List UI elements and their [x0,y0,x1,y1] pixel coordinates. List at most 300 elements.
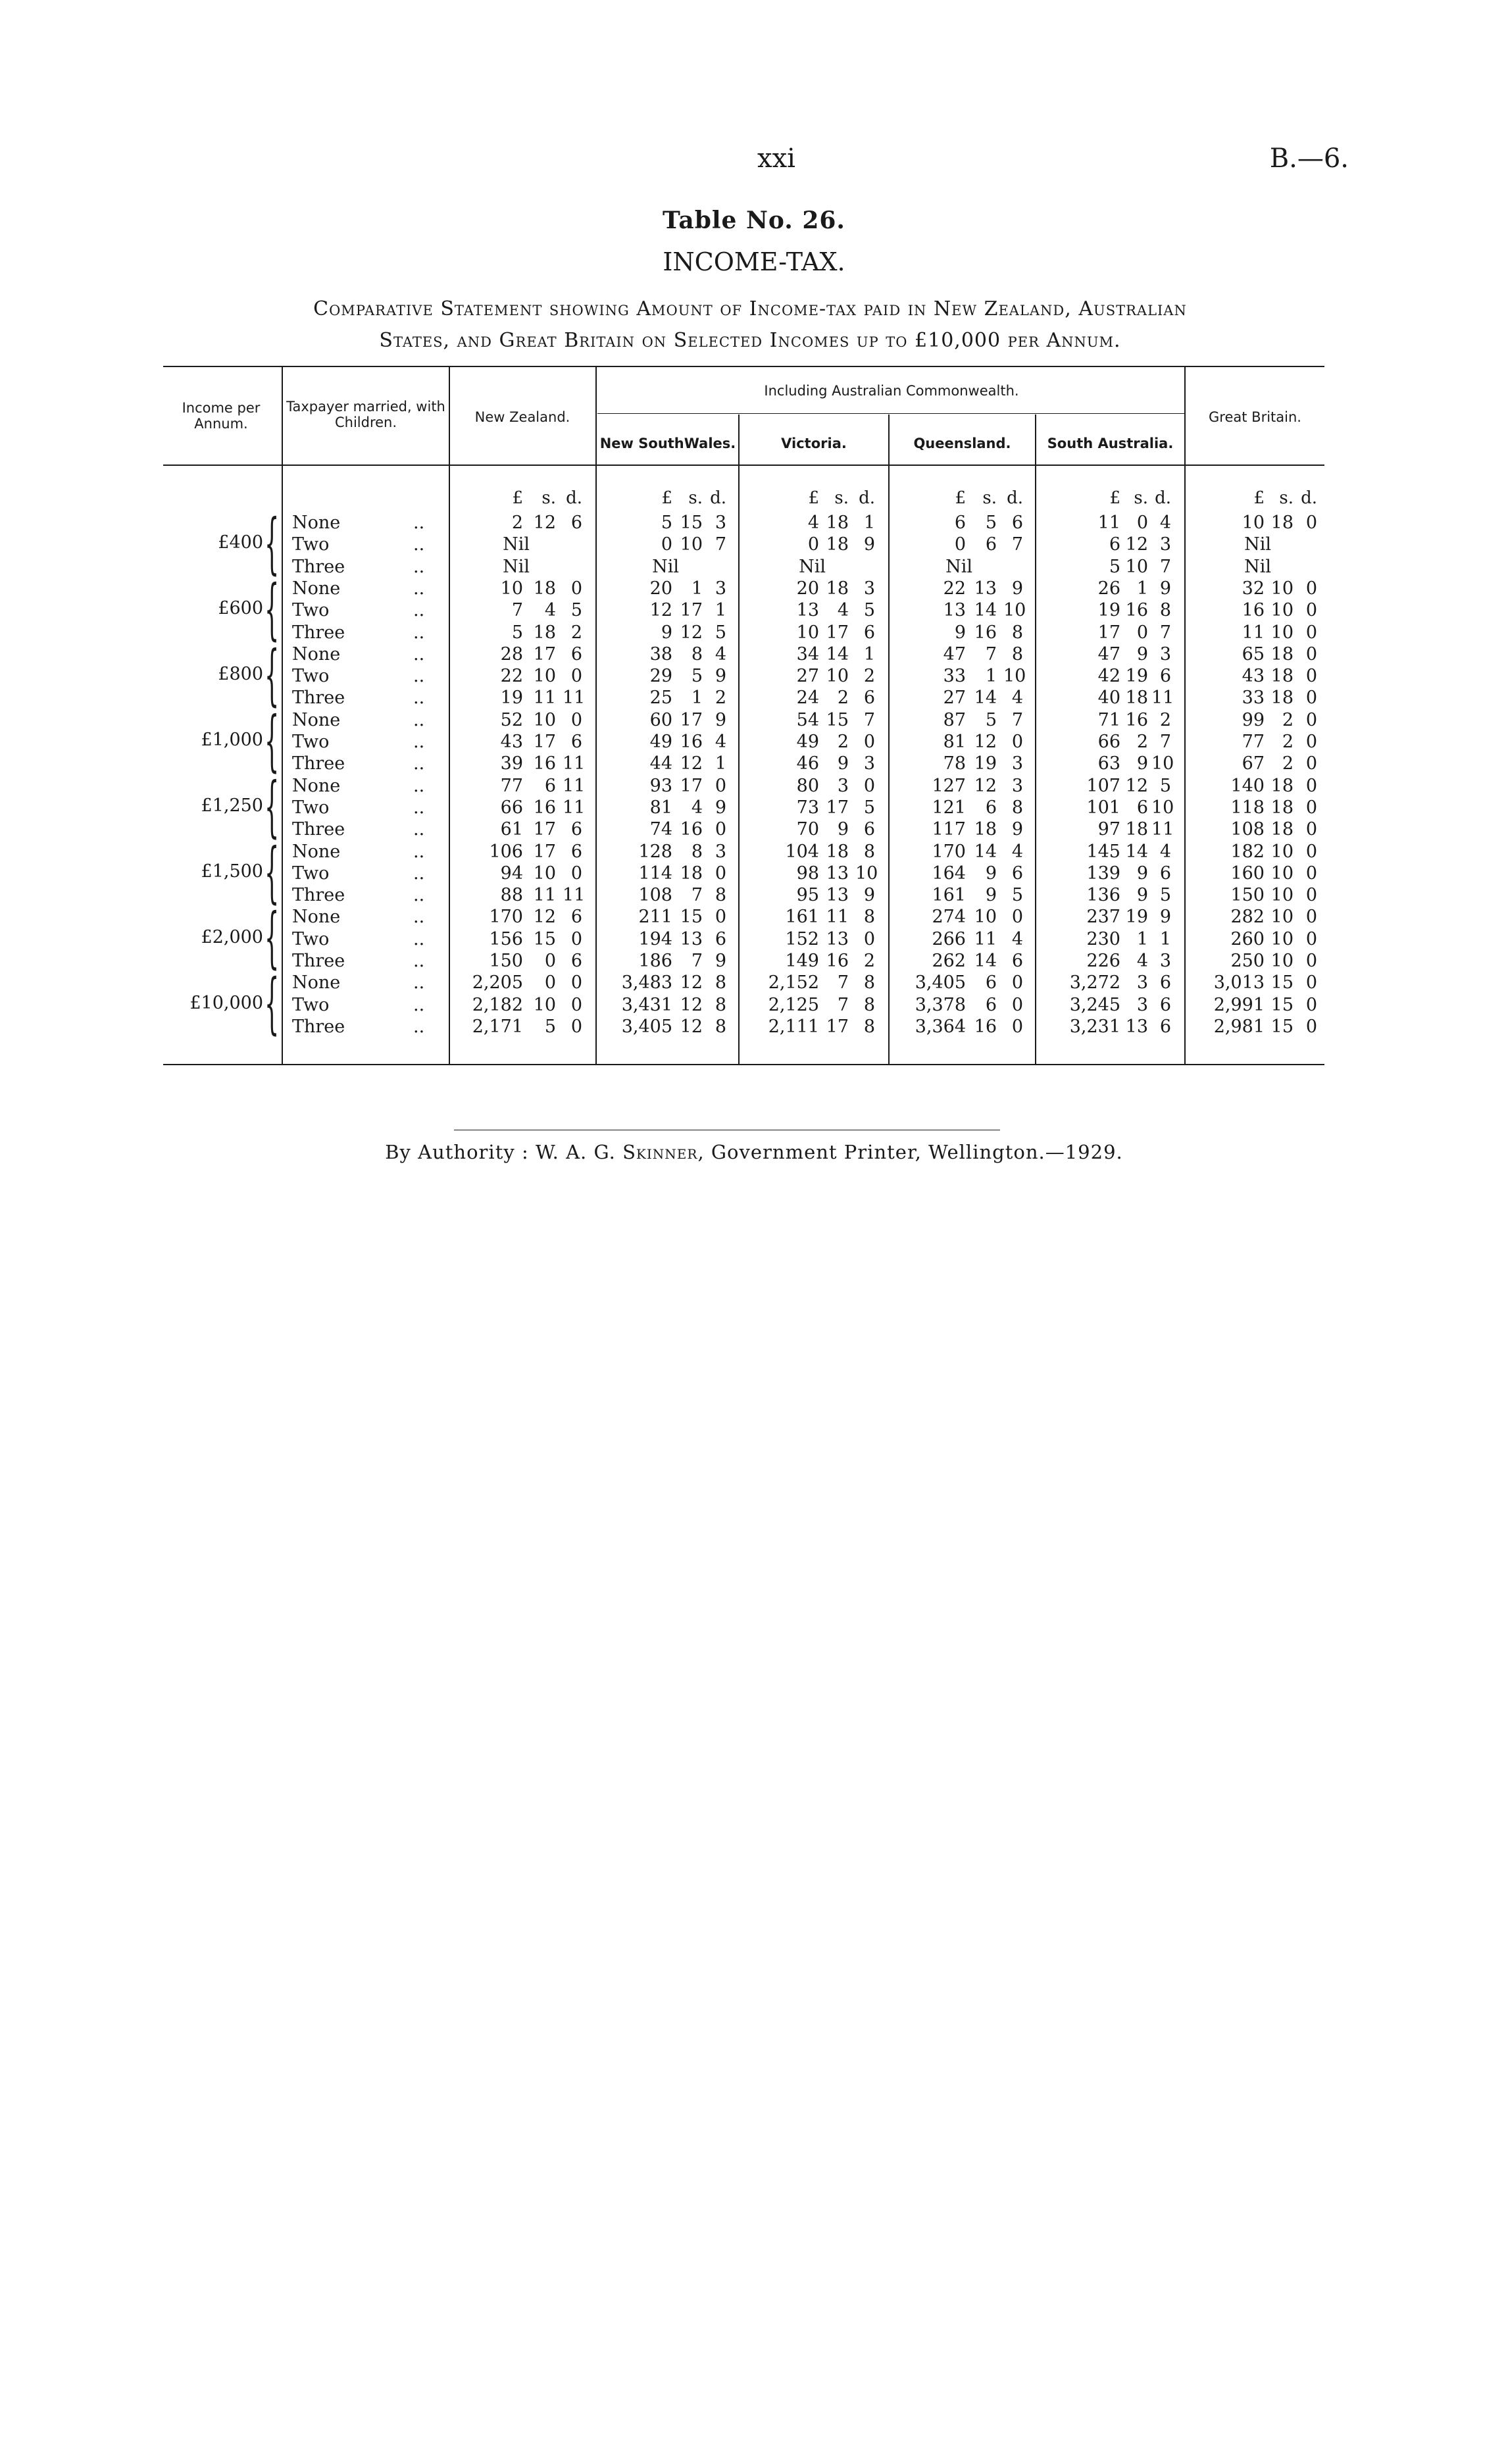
cell-pounds: 0 [661,534,672,555]
header-new-south-wales: New SouthWales. [599,436,736,451]
cell-shillings: 10 [533,994,556,1015]
cell-pounds: 34 [796,643,819,665]
cell-pence: 0 [1305,578,1317,599]
cell-pence: 9 [715,797,726,818]
cell-shillings: 15 [533,928,556,949]
cell-shillings: 13 [680,928,703,949]
cell-pence: 10 [1151,797,1174,818]
cell-pounds: 81 [943,732,966,752]
children-label: Two [292,666,330,687]
cell-pounds: 121 [932,797,966,818]
cell-pence: 5 [1159,885,1171,906]
children-label: None [292,709,341,730]
cell-pounds: 60 [649,709,672,730]
header-group-rule [597,413,1186,414]
children-label: Three [292,1016,345,1037]
children-label: Two [292,534,330,555]
unit-pence: d. [1007,488,1023,508]
group-brace: { [264,833,280,911]
cell-shillings: 2 [1282,753,1294,774]
cell-pounds: 108 [1230,819,1265,840]
cell-pounds: 95 [796,885,819,906]
cell-pence: 9 [863,534,875,555]
cell-shillings: 16 [974,622,997,643]
cell-pounds: 5 [661,513,672,533]
cell-pence: 11 [1151,688,1174,709]
cell-pounds: 9 [954,622,966,643]
cell-shillings: 11 [826,907,849,928]
cell-pounds: 22 [500,666,523,687]
cell-pounds: 104 [785,841,819,862]
cell-pence: 11 [563,885,586,906]
cell-shillings: 6 [985,534,997,555]
cell-pounds: 0 [807,534,819,555]
cell-pounds: 106 [489,841,523,862]
cell-pence: 6 [570,732,582,752]
unit-pounds: £ [512,488,523,508]
cell-pounds: 136 [1086,885,1120,906]
cell-pounds: 274 [932,907,966,928]
unit-shillings: s. [1279,488,1294,508]
cell-shillings: 12 [680,622,703,643]
cell-shillings: 16 [680,732,703,752]
cell-pence: 6 [1159,863,1171,884]
cell-pounds: 28 [500,643,523,665]
cell-pence: 0 [1305,513,1317,533]
cell-pounds: 63 [1097,753,1120,774]
cell-nil: Nil [652,556,679,577]
group-brace: { [264,636,280,713]
cell-pounds: 282 [1230,907,1265,928]
cell-pence: 8 [715,1016,726,1037]
cell-pounds: 78 [943,753,966,774]
cell-pence: 2 [715,688,726,709]
children-label: Three [292,819,345,840]
cell-pounds: 2,152 [768,972,819,993]
cell-shillings: 17 [826,1016,849,1037]
body-divider [1184,466,1186,1064]
cell-shillings: 18 [1125,819,1148,840]
cell-shillings: 0 [1136,513,1148,533]
cell-shillings: 18 [533,622,556,643]
body-divider [595,466,597,1064]
cell-shillings: 15 [680,907,703,928]
cell-pence: 10 [1003,666,1026,687]
cell-pence: 6 [1011,513,1023,533]
cell-pounds: 260 [1230,928,1265,949]
cell-shillings: 15 [1270,972,1294,993]
cell-nil: Nil [799,556,826,577]
cell-pence: 4 [1159,841,1171,862]
cell-shillings: 9 [1136,863,1148,884]
cell-pounds: 27 [796,666,819,687]
cell-pounds: 98 [796,863,819,884]
cell-pounds: 38 [649,643,672,665]
cell-shillings: 2 [837,732,849,752]
cell-shillings: 10 [533,709,556,730]
cell-pence: 0 [570,928,582,949]
cell-shillings: 17 [680,709,703,730]
unit-pence: d. [710,488,726,508]
cell-pounds: 182 [1230,841,1265,862]
cell-pounds: 24 [796,688,819,709]
cell-shillings: 9 [985,885,997,906]
children-label: None [292,643,341,665]
children-label: Three [292,622,345,643]
cell-pence: 11 [563,797,586,818]
cell-shillings: 10 [974,907,997,928]
cell-pence: 3 [1011,775,1023,796]
children-label: Two [292,600,330,621]
cell-pence: 0 [570,578,582,599]
cell-pounds: 13 [796,600,819,621]
cell-pounds: 2,125 [768,994,819,1015]
cell-shillings: 17 [533,732,556,752]
cell-shillings: 5 [691,666,703,687]
cell-pence: 6 [570,643,582,665]
subtitle-line-2: States, and Great Britain on Selected Incomes up to £10,000 per Annum. [379,329,1121,352]
cell-shillings: 12 [1125,534,1148,555]
cell-pence: 0 [1305,622,1317,643]
cell-shillings: 17 [826,622,849,643]
group-brace: { [264,767,280,845]
income-label: £2,000 [201,926,263,947]
cell-pence: 3 [715,578,726,599]
cell-shillings: 10 [1270,951,1294,971]
cell-pence: 0 [1305,688,1317,709]
children-label: None [292,841,341,862]
leader-dots: .. [413,907,425,928]
cell-nil: Nil [503,556,530,577]
leader-dots: .. [413,863,425,884]
cell-shillings: 14 [974,688,997,709]
unit-pounds: £ [1253,488,1265,508]
cell-pounds: 10 [1242,513,1265,533]
cell-pounds: 39 [500,753,523,774]
children-label: None [292,972,341,993]
children-label: None [292,775,341,796]
cell-pounds: 81 [649,797,672,818]
cell-shillings: 18 [1270,819,1294,840]
cell-shillings: 0 [544,951,556,971]
cell-pence: 11 [563,688,586,709]
cell-pence: 5 [1011,885,1023,906]
cell-pence: 7 [1011,709,1023,730]
unit-shillings: s. [688,488,703,508]
cell-pence: 0 [570,709,582,730]
cell-pence: 8 [863,972,875,993]
cell-pounds: 108 [638,885,672,906]
cell-pence: 8 [863,994,875,1015]
cell-pence: 6 [1011,951,1023,971]
cell-pence: 8 [715,994,726,1015]
header-new-zealand: New Zealand. [474,409,570,425]
header-income: Income per Annum. [182,400,261,432]
cell-shillings: 1 [1136,928,1148,949]
cell-pence: 1 [715,600,726,621]
cell-shillings: 17 [680,775,703,796]
cell-pence: 8 [863,1016,875,1037]
cell-shillings: 14 [1125,841,1148,862]
cell-pence: 7 [863,709,875,730]
cell-pence: 3 [1159,643,1171,665]
cell-pounds: 6 [954,513,966,533]
cell-pence: 3 [863,578,875,599]
cell-shillings: 6 [985,797,997,818]
cell-pence: 2 [1159,709,1171,730]
cell-pounds: 27 [943,688,966,709]
cell-pence: 0 [863,775,875,796]
cell-shillings: 18 [1270,775,1294,796]
cell-pence: 2 [570,622,582,643]
cell-shillings: 9 [837,753,849,774]
cell-pence: 9 [1159,907,1171,928]
cell-pence: 6 [863,622,875,643]
leader-dots: .. [413,885,425,906]
cell-pence: 0 [1305,841,1317,862]
cell-pounds: 3,364 [915,1016,966,1037]
leader-dots: .. [413,1016,425,1037]
cell-pounds: 262 [932,951,966,971]
cell-pence: 0 [863,928,875,949]
cell-pence: 0 [570,1016,582,1037]
leader-dots: .. [413,643,425,665]
cell-pence: 0 [1305,994,1317,1015]
cell-pounds: 10 [796,622,819,643]
unit-shillings: s. [982,488,997,508]
cell-shillings: 2 [1282,732,1294,752]
cell-pounds: 66 [1097,732,1120,752]
cell-pence: 6 [863,688,875,709]
footer-imprint [0,1141,1508,1163]
cell-pence: 0 [570,863,582,884]
cell-pence: 0 [1011,972,1023,993]
cell-shillings: 6 [544,775,556,796]
cell-pounds: 266 [932,928,966,949]
cell-pence: 8 [863,907,875,928]
cell-pence: 11 [1151,819,1174,840]
cell-pounds: 101 [1086,797,1120,818]
cell-shillings: 3 [837,775,849,796]
cell-pence: 0 [1305,951,1317,971]
children-label: None [292,578,341,599]
cell-pounds: 4 [807,513,819,533]
cell-pounds: 47 [1097,643,1120,665]
income-label: £1,250 [201,795,263,816]
cell-pence: 1 [863,643,875,665]
cell-shillings: 10 [533,863,556,884]
cell-shillings: 12 [680,1016,703,1037]
cell-shillings: 7 [837,972,849,993]
cell-pence: 6 [715,928,726,949]
cell-pence: 3 [1159,534,1171,555]
unit-shillings: s. [834,488,849,508]
cell-shillings: 10 [1270,907,1294,928]
cell-pounds: 2,991 [1213,994,1265,1015]
leader-dots: .. [413,841,425,862]
cell-shillings: 16 [826,951,849,971]
cell-pounds: 152 [785,928,819,949]
cell-pence: 6 [570,907,582,928]
cell-shillings: 10 [1270,863,1294,884]
cell-shillings: 15 [1270,994,1294,1015]
cell-pence: 5 [570,600,582,621]
children-label: Three [292,688,345,709]
cell-pence: 0 [1305,600,1317,621]
cell-pence: 0 [1305,907,1317,928]
cell-pence: 7 [715,534,726,555]
cell-pence: 0 [1011,1016,1023,1037]
cell-pounds: 65 [1242,643,1265,665]
cell-pounds: 77 [1242,732,1265,752]
cell-shillings: 7 [691,885,703,906]
cell-shillings: 12 [1125,775,1148,796]
cell-shillings: 0 [1136,622,1148,643]
cell-pence: 0 [1305,732,1317,752]
cell-shillings: 19 [1125,907,1148,928]
cell-pence: 6 [570,819,582,840]
leader-dots: .. [413,666,425,687]
cell-pence: 3 [1159,951,1171,971]
cell-pounds: 150 [489,951,523,971]
table-bottom-rule [163,1064,1324,1065]
cell-pounds: 43 [1242,666,1265,687]
cell-pounds: 61 [500,819,523,840]
group-brace: { [264,701,280,779]
cell-pence: 1 [1159,928,1171,949]
income-label: £10,000 [189,992,263,1013]
cell-pounds: 99 [1242,709,1265,730]
header-taxpayer: Taxpayer married, with Children. [286,399,445,430]
header-victoria: Victoria. [781,436,847,451]
cell-pounds: 3,405 [915,972,966,993]
cell-shillings: 12 [974,775,997,796]
cell-shillings: 3 [1136,994,1148,1015]
cell-pence: 6 [863,819,875,840]
cell-shillings: 18 [826,578,849,599]
cell-shillings: 14 [974,600,997,621]
cell-shillings: 13 [1125,1016,1148,1037]
unit-pence: d. [1301,488,1317,508]
cell-pence: 7 [1159,622,1171,643]
cell-pounds: 114 [638,863,672,884]
cell-shillings: 8 [691,841,703,862]
cell-pence: 0 [570,994,582,1015]
cell-shillings: 18 [1270,513,1294,533]
cell-pence: 7 [1159,732,1171,752]
cell-shillings: 9 [837,819,849,840]
cell-shillings: 11 [533,688,556,709]
cell-pounds: 2,111 [768,1016,819,1037]
leader-dots: .. [413,994,425,1015]
cell-pence: 3 [1011,753,1023,774]
footer-suffix: , Government Printer, Wellington.—1929. [697,1141,1123,1163]
cell-pounds: 170 [932,841,966,862]
header-queensland: Queensland. [913,436,1011,451]
cell-pounds: 128 [638,841,672,862]
cell-pounds: 150 [1230,885,1265,906]
cell-pounds: 145 [1086,841,1120,862]
cell-pounds: 10 [500,578,523,599]
unit-pounds: £ [1109,488,1120,508]
leader-dots: .. [413,753,425,774]
cell-shillings: 6 [985,994,997,1015]
body-divider [738,466,740,1064]
cell-pounds: 161 [932,885,966,906]
cell-pence: 6 [1011,863,1023,884]
cell-pence: 6 [1159,1016,1171,1037]
cell-pounds: 77 [500,775,523,796]
body-divider [1035,466,1036,1064]
cell-shillings: 18 [1270,797,1294,818]
cell-shillings: 16 [1125,709,1148,730]
cell-pounds: 170 [489,907,523,928]
cell-pence: 8 [1011,622,1023,643]
unit-pence: d. [1155,488,1171,508]
cell-pence: 10 [1003,600,1026,621]
cell-pence: 0 [1011,732,1023,752]
header-australian-group: Including Australian Commonwealth. [764,383,1019,399]
cell-shillings: 2 [1136,732,1148,752]
cell-shillings: 10 [1270,841,1294,862]
cell-pounds: 26 [1097,578,1120,599]
cell-pounds: 94 [500,863,523,884]
cell-pounds: 140 [1230,775,1265,796]
leader-dots: .. [413,578,425,599]
cell-shillings: 18 [826,534,849,555]
cell-shillings: 17 [533,643,556,665]
cell-pence: 4 [1011,688,1023,709]
cell-pence: 0 [1305,775,1317,796]
cell-pence: 11 [563,753,586,774]
cell-shillings: 12 [974,732,997,752]
cell-shillings: 9 [1136,643,1148,665]
cell-pounds: 74 [649,819,672,840]
cell-nil: Nil [945,556,972,577]
cell-shillings: 10 [1125,556,1148,577]
cell-pence: 4 [1011,841,1023,862]
cell-pounds: 42 [1097,666,1120,687]
cell-shillings: 18 [1125,688,1148,709]
cell-pence: 0 [1305,797,1317,818]
group-brace: { [264,505,280,582]
unit-pounds: £ [661,488,672,508]
leader-dots: .. [413,797,425,818]
leader-dots: .. [413,513,425,533]
cell-shillings: 19 [974,753,997,774]
cell-pence: 0 [1305,972,1317,993]
cell-pounds: 40 [1097,688,1120,709]
cell-shillings: 6 [985,972,997,993]
cell-pence: 0 [1305,666,1317,687]
children-label: Two [292,732,330,752]
cell-shillings: 5 [985,513,997,533]
cell-pounds: 47 [943,643,966,665]
cell-shillings: 12 [680,753,703,774]
cell-shillings: 16 [533,753,556,774]
cell-nil: Nil [1244,556,1271,577]
header-bottom-rule [163,465,1324,466]
cell-shillings: 12 [680,972,703,993]
cell-pence: 9 [1159,578,1171,599]
cell-pounds: 33 [943,666,966,687]
cell-pence: 4 [1159,513,1171,533]
cell-pence: 2 [863,951,875,971]
cell-pence: 0 [715,819,726,840]
cell-pence: 10 [855,863,878,884]
cell-pounds: 164 [932,863,966,884]
cell-pence: 8 [1011,643,1023,665]
